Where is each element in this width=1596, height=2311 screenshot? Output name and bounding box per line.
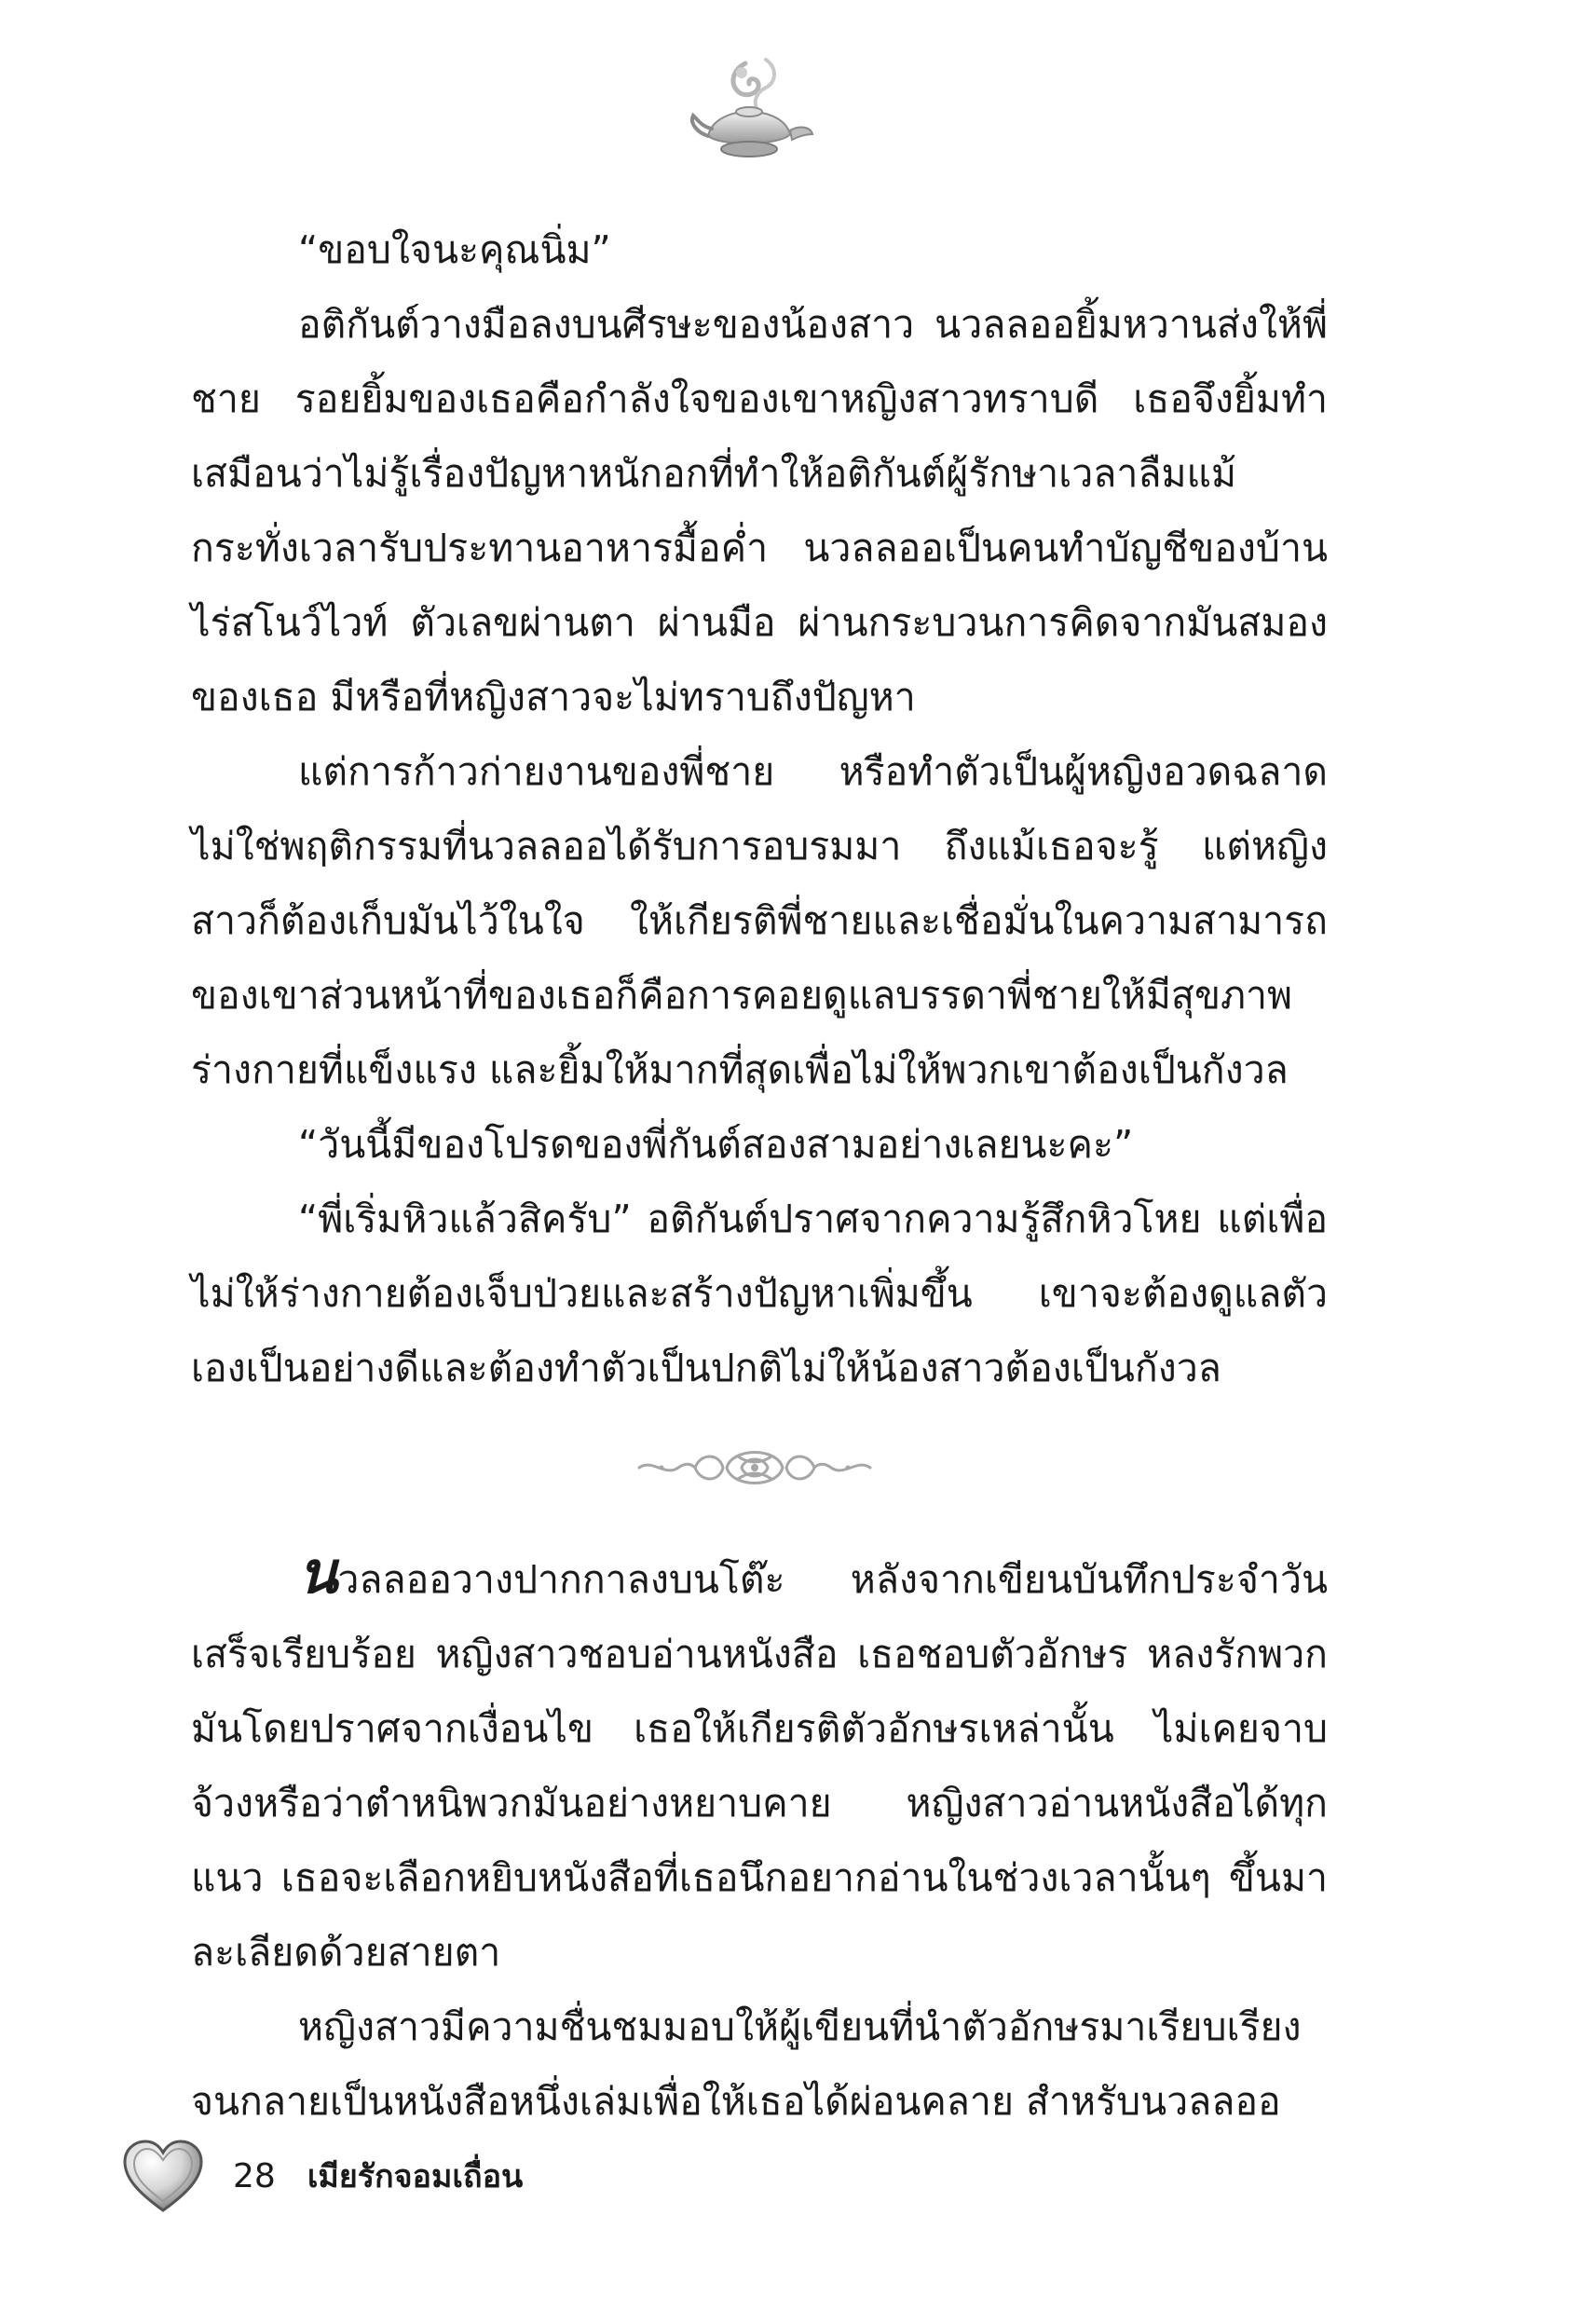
genie-lamp-icon — [680, 56, 820, 177]
paragraph: “ขอบใจนะคุณนิ่ม” — [298, 227, 611, 272]
paragraph: “วันนี้มีของโปรดของพี่กันต์สองสามอย่างเลยนะคะ” — [298, 1122, 1134, 1167]
heart-icon — [121, 2138, 205, 2214]
section-2-text — [191, 1538, 1328, 2139]
page-footer — [121, 2134, 523, 2218]
paragraph: อติกันต์วางมือลงบนศีรษะของน้องสาว นวลลออยิ้มหวานส่งให้พี่ชาย รอยยิ้มของเธอคือกำลังใจของเขาหญิงสาวทราบดี เธอจึงยิ้มทำเสมือนว่าไม่รู้เรื่องปัญหาหนักอกที่ทำให้อติกันต์ผู้รักษาเวลาลืมแม้กระทั่งเวลารับประทานอาหารมื้อค่ำ นวลลออเป็นคนทำบัญชีของบ้านไร่สโนว์ไวท์ ตัวเลขผ่านตา ผ่านมือ ผ่านกระบวนการคิดจากมันสมองของเธอ มีหรือที่หญิงสาวจะไม่ทราบถึงปัญหา — [191, 302, 1328, 719]
paragraph-text: วลลออวางปากกาลงบนโต๊ะ หลังจากเขียนบันทึกประจำวันเสร็จเรียบร้อย หญิงสาวชอบอ่านหนังสือ เธอชอบตัวอักษร หลงรักพวกมันโดยปราศจากเงื่อนไข เธอให้เกียรติตัวอักษรเหล่านั้น ไม่เคยจาบจ้วงหรือว่าตำหนิพวกมันอย่างหยาบคาย หญิงสาวอ่านหนังสือได้ทุกแนว เธอจะเลือกหยิบหนังสือที่เธอนึกอยากอ่านในช่วงเวลานั้นๆ ขึ้นมาละเลียดด้วยสายตา — [191, 1557, 1328, 1975]
paragraph: หญิงสาวมีความชื่นชมมอบให้ผู้เขียนที่นำตัวอักษรมาเรียบเรียงจนกลายเป็นหนังสือหนึ่งเล่มเพื่อให้เธอได้ผ่อนคลาย สำหรับนวลลออ — [191, 2004, 1302, 2124]
drop-cap: น — [298, 1538, 338, 1607]
book-title: เมียรักจอมเถื่อน — [307, 2158, 524, 2195]
page-number: 28 — [233, 2156, 276, 2195]
paragraph: “พี่เริ่มหิวแล้วสิครับ” อติกันต์ปราศจากความรู้สึกหิวโหย แต่เพื่อไม่ให้ร่างกายต้องเจ็บป่วยและสร้างปัญหาเพิ่มขึ้น เขาจะต้องดูแลตัวเองเป็นอย่างดีและต้องทำตัวเป็นปกติไม่ให้น้องสาวต้องเป็นกังวล — [191, 1197, 1328, 1390]
paragraph: แต่การก้าวก่ายงานของพี่ชาย หรือทำตัวเป็นผู้หญิงอวดฉลาดไม่ใช่พฤติกรรมที่นวลลออได้รับการอบรมมา ถึงแม้เธอจะรู้ แต่หญิงสาวก็ต้องเก็บมันไว้ในใจ ให้เกียรติพี่ชายและเชื่อมั่นในความสามารถของเขาส่วนหน้าที่ของเธอก็คือการคอยดูแลบรรดาพี่ชายให้มีสุขภาพร่างกายที่แข็งแรง และยิ้มให้มากที่สุดเพื่อไม่ให้พวกเขาต้องเป็นกังวล — [191, 749, 1328, 1092]
paragraph — [191, 1538, 1328, 1990]
ornament-divider-icon — [634, 1440, 876, 1496]
section-1-text — [191, 212, 1328, 1405]
